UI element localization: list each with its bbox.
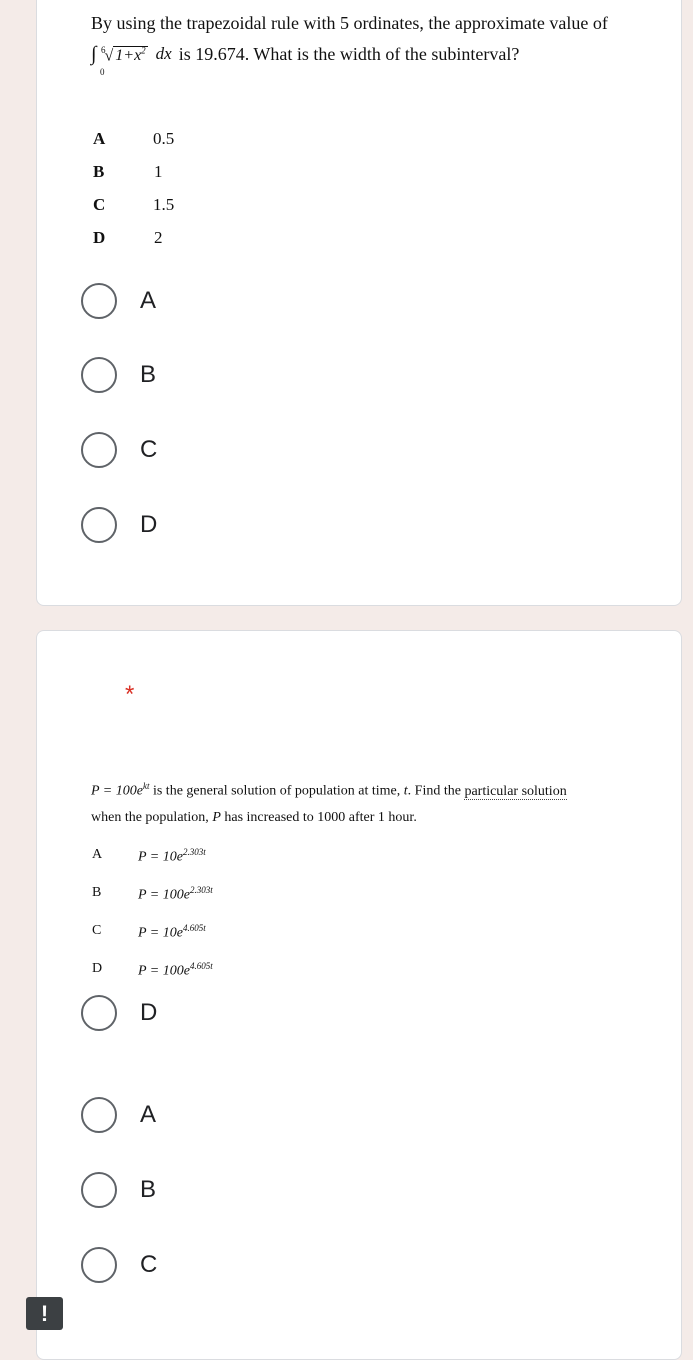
radio-option-c[interactable]: C bbox=[81, 430, 157, 470]
radio-button[interactable] bbox=[81, 507, 117, 543]
question-card-2: * $P = 100e^{kt}$ is the general solution of population at time, t. Find the particular solution when the population, P has increased to 1000 after 1 hour. A $P = 10e^{2.303t}$ B $P = 100e^{2.303t}$ C $P = 10e^{4.605t}$ D $P = 100e^{4.605t}$ bbox=[36, 630, 682, 1360]
integral-dx: dx bbox=[155, 43, 172, 63]
question-2-line1: $P = 100e^{kt}$ is the general solution of population at time, t. Find the particular solution bbox=[91, 781, 567, 799]
question-1-line1: By using the trapezoidal rule with 5 ordinates, the approximate value of bbox=[91, 13, 608, 33]
radio-button[interactable] bbox=[81, 432, 117, 468]
question-1-text bbox=[91, 10, 671, 77]
radio-button[interactable] bbox=[81, 1172, 117, 1208]
particular-solution-link: particular solution bbox=[464, 783, 567, 799]
radio-option-d[interactable]: D bbox=[81, 505, 157, 545]
required-asterisk: * bbox=[125, 681, 135, 708]
radio-button[interactable] bbox=[81, 1247, 117, 1283]
formula: P = 100e bbox=[91, 783, 143, 799]
radio-button[interactable] bbox=[81, 283, 117, 319]
question-2-text bbox=[91, 773, 671, 831]
question-1-line2-rest: is 19.674. What is the width of the subinterval? bbox=[178, 43, 520, 64]
radio-option-d[interactable]: D bbox=[81, 993, 157, 1033]
radio-button[interactable] bbox=[81, 357, 117, 393]
radio-option-b[interactable]: B bbox=[81, 1170, 156, 1210]
radio-option-a[interactable]: A bbox=[81, 1095, 156, 1135]
radio-option-b[interactable]: B bbox=[81, 355, 156, 395]
radicand: 1+x bbox=[115, 47, 142, 65]
radio-button[interactable] bbox=[81, 995, 117, 1031]
radio-option-c[interactable]: C bbox=[81, 1245, 157, 1285]
integral-sign: ∫ 0 6 bbox=[91, 42, 106, 77]
radio-button[interactable] bbox=[81, 1097, 117, 1133]
question-card-1: By using the trapezoidal rule with 5 ordinates, the approximate value of ∫ 0 6 √ $1+x^2$ dx is 19.674. What is the width of the subinterval? A 0.5 B 1 C 1.5 D 2 bbox=[36, 0, 682, 606]
alert-icon[interactable]: ! bbox=[26, 1297, 63, 1330]
question-2-line2: when the population, P has increased to 1000 after 1 hour. bbox=[91, 809, 417, 825]
radio-option-a[interactable]: A bbox=[81, 281, 156, 321]
question-1-line2: ∫ 0 6 √ $1+x^2$ dx is 19.674. What is the width of the subinterval? bbox=[91, 42, 520, 77]
